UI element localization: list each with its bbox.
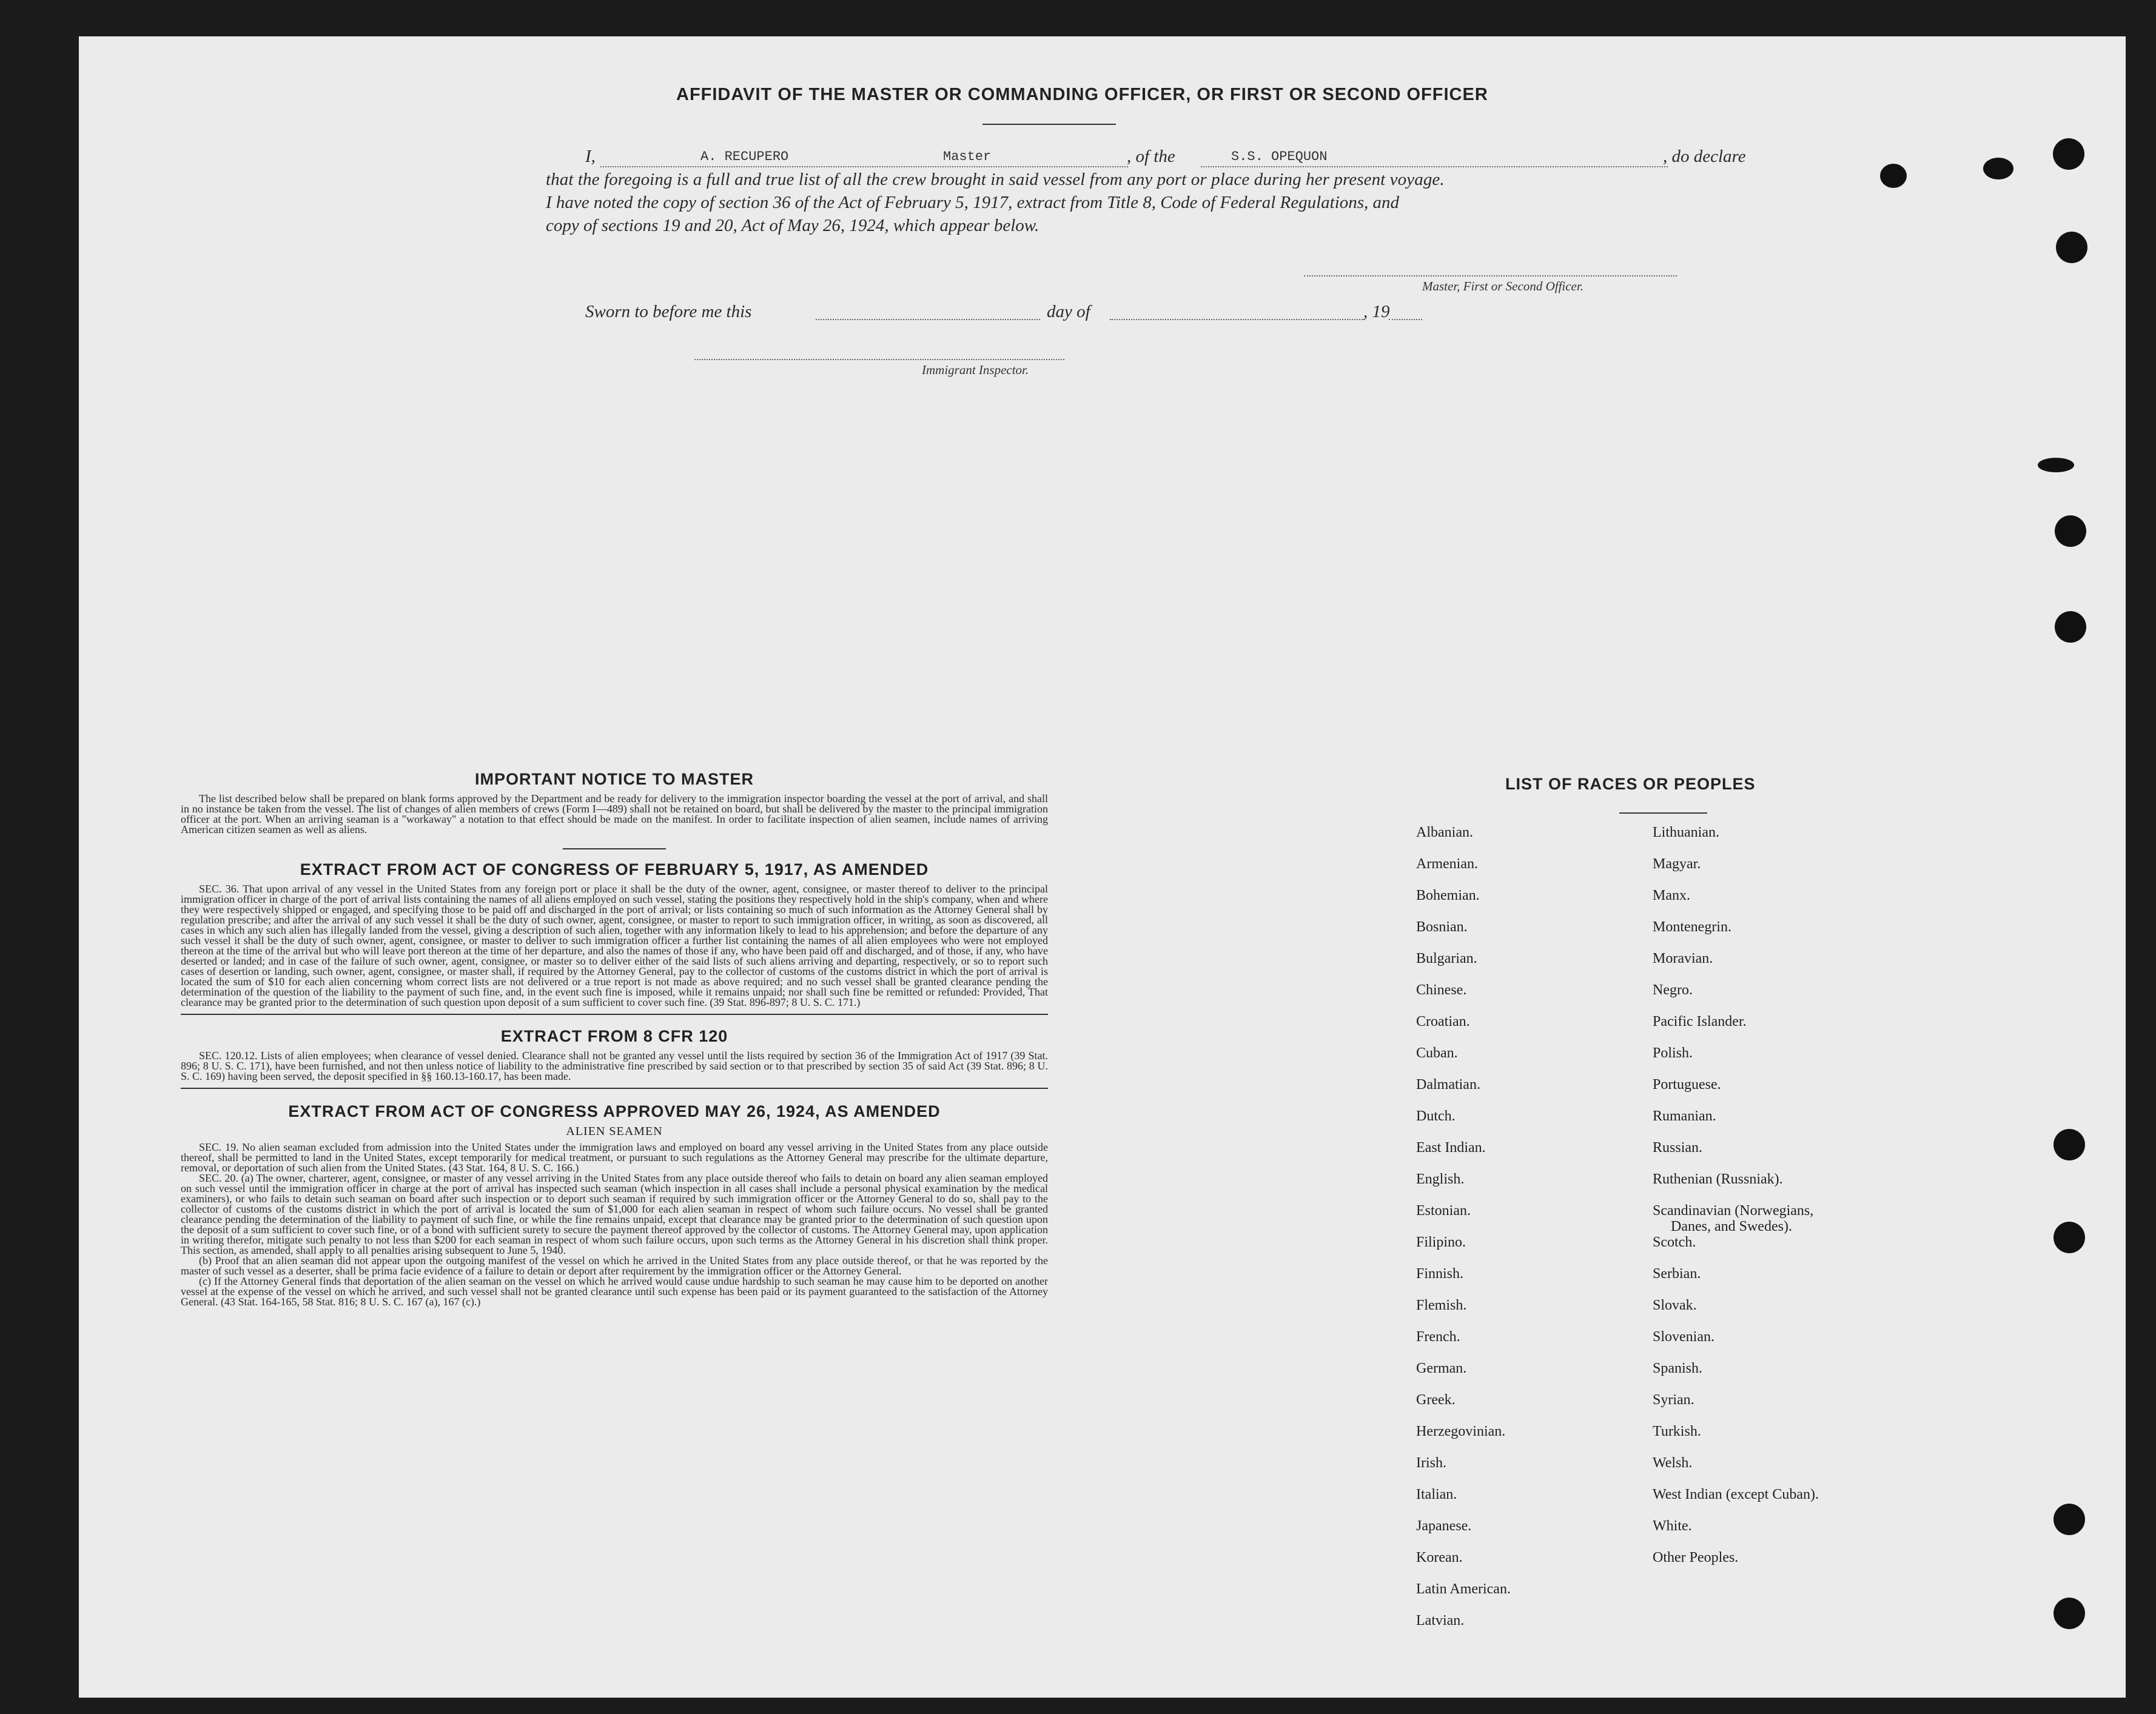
- race-item: Welsh.: [1653, 1455, 1693, 1471]
- punch-hole: [2054, 1222, 2085, 1253]
- sec-19-body: SEC. 19. No alien seaman excluded from admission into the United States under the immigration laws and employed on board any vessel arriving in the United States from any place outside thereof, shall be permitted to land in the United States, except temporarily for medical treatment, or pursuant to such regulations as the Attorney General may prescribe for the ultimate departure, removal, or deportation of such alien from the United States. (43 Stat. 164, 8 U. S. C. 166.): [181, 1141, 1048, 1174]
- race-item: Flemish.: [1416, 1297, 1467, 1313]
- race-item: Armenian.: [1416, 856, 1478, 872]
- race-item: Pacific Islander.: [1653, 1014, 1747, 1029]
- races-rule: [1619, 812, 1707, 814]
- race-item: Dalmatian.: [1416, 1077, 1480, 1093]
- ink-blot: [1983, 158, 2013, 179]
- affidavit-title: AFFIDAVIT OF THE MASTER OR COMMANDING OFFICER, OR FIRST OR SECOND OFFICER: [676, 85, 1488, 104]
- affidavit-line-2: that the foregoing is a full and true list of all the crew brought in said vessel from any port or place during her present voyage.: [546, 170, 1445, 189]
- extract-1917-rule: [181, 1014, 1048, 1015]
- race-item: Latvian.: [1416, 1613, 1465, 1629]
- race-item: Japanese.: [1416, 1518, 1472, 1534]
- race-item: Cuban.: [1416, 1045, 1458, 1061]
- race-item: Slovenian.: [1653, 1329, 1714, 1345]
- punch-hole: [2054, 1504, 2085, 1535]
- race-item: Montenegrin.: [1653, 919, 1731, 935]
- race-item: Dutch.: [1416, 1108, 1456, 1124]
- cfr-rule: [181, 1088, 1048, 1089]
- race-item: Filipino.: [1416, 1234, 1466, 1250]
- race-item: Moravian.: [1653, 951, 1713, 966]
- race-item: Portuguese.: [1653, 1077, 1721, 1093]
- sworn-year-line: [1389, 319, 1422, 320]
- punch-hole: [2055, 515, 2086, 547]
- punch-hole: [2054, 1129, 2085, 1160]
- race-item: East Indian.: [1416, 1140, 1486, 1156]
- sec-20c-body: (c) If the Attorney General finds that deportation of the alien seaman on the vessel on which he arrived would cause undue hardship to such seaman he may cause him to be deported on another vessel at the expense of the vessel on which he arrived, and such vessel shall not be granted clearance until such expense has been paid or its payment guaranteed to the satisfaction of the Attorney General. (43 Stat. 164-165, 58 Stat. 816; 8 U. S. C. 167 (a), 167 (c).): [181, 1275, 1048, 1308]
- punch-hole: [2054, 1598, 2085, 1629]
- race-item: Spanish.: [1653, 1361, 1703, 1376]
- document-page: [79, 36, 2126, 1698]
- legal-column: [181, 770, 1048, 1307]
- race-item: Bosnian.: [1416, 919, 1468, 935]
- sec-20a-body: SEC. 20. (a) The owner, charterer, agent, consignee, or master of any vessel arriving in the United States from any place outside thereof who fails to detain on board any alien seaman employed on such vessel until the immigration officer in charge at the port of arrival has inspected such seaman (which inspection in all cases shall include a personal physical examination by the medical examiners), or who fails to detain such seaman on board after such inspection or to deport such seaman if required by such immigration officer or the Attorney General to do so, shall pay to the collector of customs of the customs district in which the port of arrival is located the sum of $1,000 for each alien seaman in respect of whom such failure occurs. No vessel shall be granted clearance pending the determination of the liability to payment of such fine, or while the fine remains unpaid, except that clearance may be granted prior to the determination of such question upon the deposit of a sum sufficient to cover such fine, or of a bond with sufficient surety to secure the payment thereof approved by the collector of customs. The Attorney General may, upon application in writing therefor, mitigate such penalty to not less than $200 for each seaman in respect of whom such failure occurs, upon such terms as the Attorney General in his discretion shall think proper. This section, as amended, shall apply to all penalties arising subsequent to June 5, 1940.: [181, 1172, 1048, 1256]
- race-item: Bohemian.: [1416, 888, 1480, 903]
- race-item: Chinese.: [1416, 982, 1467, 998]
- race-item: Syrian.: [1653, 1392, 1694, 1408]
- title-rule: [982, 124, 1116, 125]
- race-item: Slovak.: [1653, 1297, 1697, 1313]
- race-item: Greek.: [1416, 1392, 1456, 1408]
- race-item: Herzegovinian.: [1416, 1424, 1506, 1439]
- race-item: Albanian.: [1416, 825, 1473, 840]
- race-item: Korean.: [1416, 1550, 1463, 1565]
- master-caption: Master, First or Second Officer.: [1422, 279, 1583, 293]
- sworn-month-line: [1110, 319, 1365, 320]
- name-line: [600, 166, 1128, 167]
- affidavit-line-3: I have noted the copy of section 36 of the Act of February 5, 1917, extract from Title 8, Code of Federal Regulations, and: [546, 193, 1400, 212]
- sworn-day-line: [816, 319, 1040, 320]
- race-item: Polish.: [1653, 1045, 1693, 1061]
- year-prefix: , 19: [1363, 302, 1390, 321]
- race-item: French.: [1416, 1329, 1460, 1345]
- race-item: Scandinavian (Norwegians,: [1653, 1203, 1814, 1219]
- cfr-title: EXTRACT FROM 8 CFR 120: [500, 1027, 728, 1045]
- race-item: German.: [1416, 1361, 1467, 1376]
- race-item: Turkish.: [1653, 1424, 1701, 1439]
- race-item: Irish.: [1416, 1455, 1446, 1471]
- ink-blot: [2038, 458, 2074, 472]
- race-item: Bulgarian.: [1416, 951, 1477, 966]
- inspector-caption: Immigrant Inspector.: [922, 363, 1029, 377]
- affidavit-line-4: copy of sections 19 and 20, Act of May 26, 1924, which appear below.: [546, 216, 1039, 235]
- races-title: LIST OF RACES OR PEOPLES: [1505, 775, 1756, 793]
- punch-hole: [2056, 232, 2087, 263]
- race-item: Scotch.: [1653, 1234, 1696, 1250]
- ink-blot: [1880, 164, 1907, 188]
- notice-body: The list described below shall be prepared on blank forms approved by the Department and be ready for delivery to the immigration inspector boarding the vessel at the port of arrival, and shall in no instance be taken from the vessel. The list of changes of alien members of crews (Form I—489) shall not be retained on board, but shall be delivered by the master to the principal immigration officer at the port. When an arriving seaman is a "workaway" a notation to that effect should be made on the manifest. In order to facilitate inspection of alien seamen, include names of arriving American citizen seamen as well as aliens.: [181, 792, 1048, 835]
- race-item: Ruthenian (Russniak).: [1653, 1171, 1783, 1187]
- race-item: Lithuanian.: [1653, 825, 1719, 840]
- extract-1917-title: EXTRACT FROM ACT OF CONGRESS OF FEBRUARY 5, 1917, AS AMENDED: [300, 860, 929, 879]
- race-item: Negro.: [1653, 982, 1693, 998]
- race-item: Magyar.: [1653, 856, 1701, 872]
- race-item: Serbian.: [1653, 1266, 1701, 1282]
- extract-1917-body: SEC. 36. That upon arrival of any vessel in the United States from any foreign port or place it shall be the duty of the owner, agent, consignee, or master thereof to deliver to the principal immigration officer in charge of the port of arrival lists containing the names of all aliens employed on such vessel, stating the positions they respectively hold in the ship's company, when and where they were respectively shipped or engaged, and specifying those to be paid off and discharged in the port of arrival; or lists containing so much of such information as the Attorney General shall by regulation prescribe; and after the arrival of any such vessel it shall be the duty of such owner, agent, consignee, or master to report to such immigration officer, in writing, as soon as discovered, all cases in which any such alien has illegally landed from the vessel, giving a description of such alien, together with any information likely to lead to his apprehension; and before the departure of any such vessel it shall be the duty of such owner, agent, consignee, or master to deliver to such immigration officer a further list containing the names of all alien employees who were not employed thereon at the time of the arrival but who will leave port thereon at the time of her departure, and also the names of those if any, who have been paid off and discharged, and of those, if any, who have deserted or landed; and in case of the failure of such owner, agent, consignee, or master so to deliver either of the said lists of such aliens arriving and departing, respectively, or so to report such cases of desertion or landing, such owner, agent, consignee, or master shall, if required by the Attorney General, pay to the collector of customs of the customs district in which the port of arrival is located the sum of $10 for each alien concerning whom correct lists are not delivered or a true report is not made as above required; and no such vessel shall be granted clearance pending the determination of the question of the liability to the payment of such fine, and, in the event such fine is imposed, while it remains unpaid; nor shall such fine be remitted or refunded: Provided, That clearance may be granted prior to the determination of such question upon deposit of a sum sufficient to cover such fine. (39 Stat. 896-897; 8 U. S. C. 171.): [181, 883, 1048, 1008]
- rank-value: Master: [943, 149, 992, 164]
- race-item: Finnish.: [1416, 1266, 1464, 1282]
- notice-title: IMPORTANT NOTICE TO MASTER: [475, 770, 754, 788]
- cfr-body: SEC. 120.12. Lists of alien employees; when clearance of vessel denied. Clearance shall not be granted any vessel until the lists required by section 36 of the Immigration Act of 1917 (39 Stat. 896; 8 U. S. C. 171), have been furnished, and not then unless notice of liability to the administrative fine prescribed by said section or to that prescribed by section 35 of said Act (39 Stat. 896; 8 U. S. C. 169) having been served, the deposit specified in §§ 160.13-160.17, has been made.: [181, 1049, 1048, 1082]
- extract-1924-title: EXTRACT FROM ACT OF CONGRESS APPROVED MAY 26, 1924, AS AMENDED: [288, 1102, 941, 1120]
- race-item: West Indian (except Cuban).: [1653, 1487, 1819, 1502]
- punch-hole: [2055, 611, 2086, 643]
- master-signature-line: [1304, 275, 1677, 276]
- race-item: Latin American.: [1416, 1581, 1511, 1597]
- i-label: I,: [585, 147, 596, 166]
- day-of-label: day of: [1047, 302, 1090, 321]
- sworn-label: Sworn to before me this: [585, 302, 752, 321]
- of-the-label: , of the: [1127, 147, 1175, 166]
- race-item: Croatian.: [1416, 1014, 1470, 1029]
- race-item: Italian.: [1416, 1487, 1457, 1502]
- name-value: A. RECUPERO: [700, 149, 789, 164]
- race-item: Rumanian.: [1653, 1108, 1716, 1124]
- do-declare-label: , do declare: [1663, 147, 1746, 166]
- notice-rule: [563, 848, 666, 849]
- race-item: Other Peoples.: [1653, 1550, 1739, 1565]
- sec-20b-body: (b) Proof that an alien seaman did not appear upon the outgoing manifest of the vessel on which he arrived in the United States from any place outside thereof, or that he was reported by the master of such vessel as a deserter, shall be prima facie evidence of a failure to detain or deport after requirement by the immigration officer or the Attorney General.: [181, 1254, 1048, 1277]
- race-item: English.: [1416, 1171, 1465, 1187]
- race-item: Manx.: [1653, 888, 1690, 903]
- punch-hole: [2053, 138, 2084, 170]
- race-item: White.: [1653, 1518, 1692, 1534]
- race-item: Russian.: [1653, 1140, 1703, 1156]
- vessel-value: S.S. OPEQUON: [1231, 149, 1328, 164]
- race-item: Estonian.: [1416, 1203, 1471, 1219]
- inspector-signature-line: [694, 359, 1064, 360]
- extract-1924-subtitle: ALIEN SEAMEN: [566, 1125, 663, 1138]
- vessel-line: [1201, 166, 1668, 167]
- race-item: Danes, and Swedes).: [1671, 1219, 1792, 1234]
